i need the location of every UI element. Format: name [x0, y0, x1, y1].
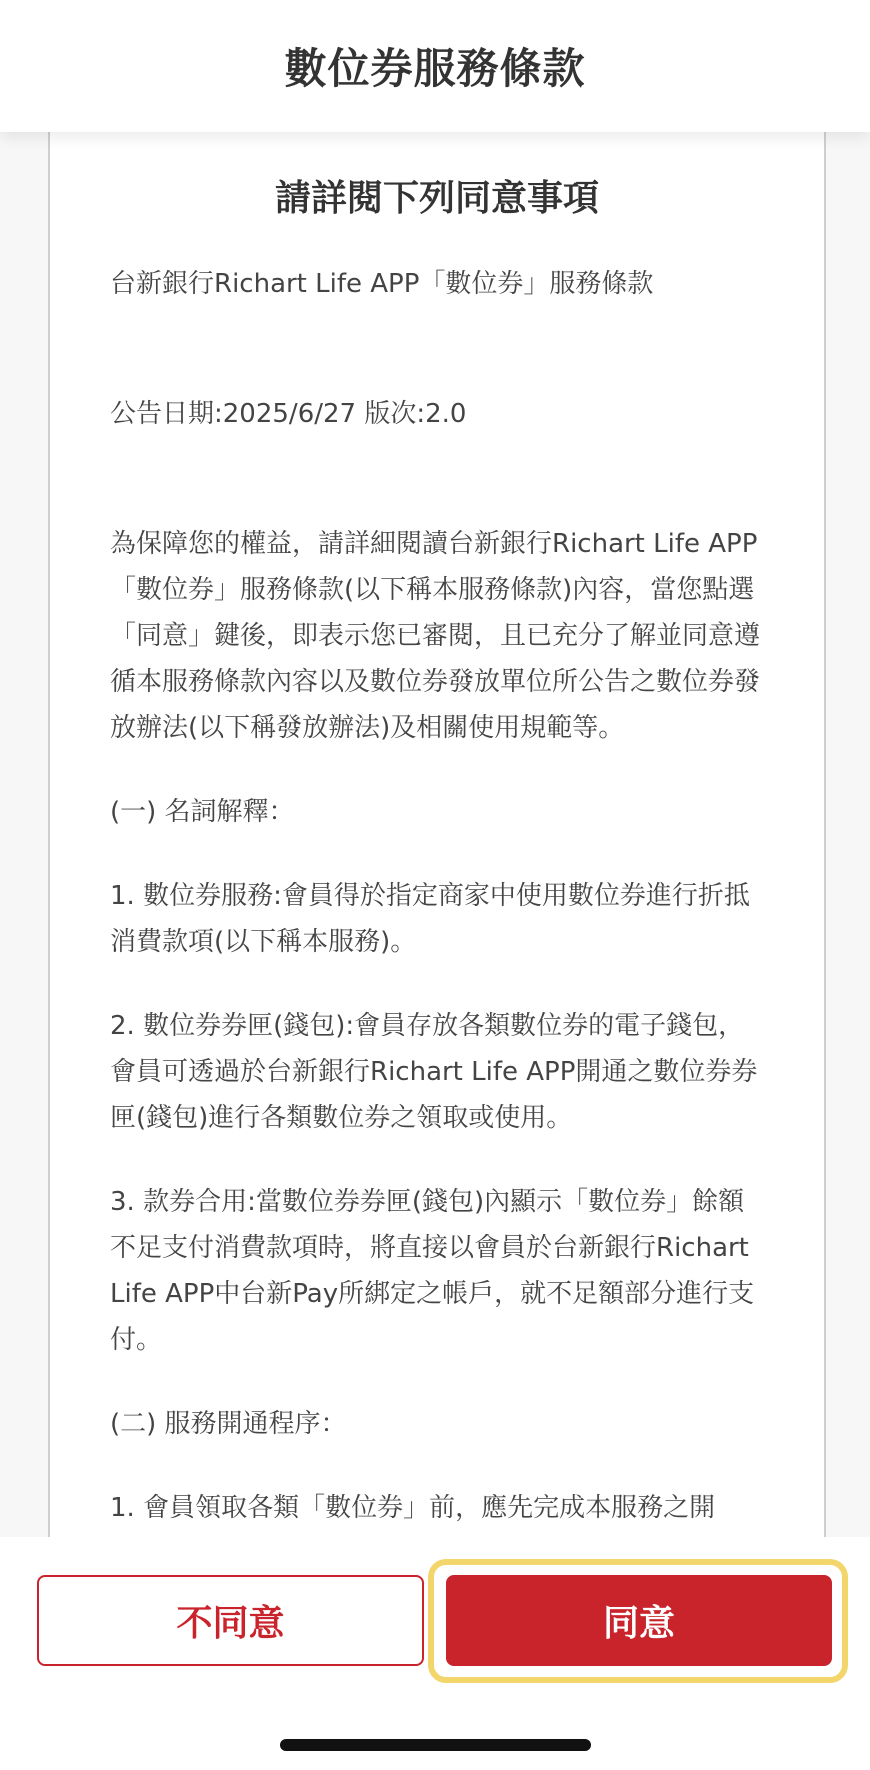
agree-button[interactable]: 同意 — [446, 1575, 832, 1666]
definition-item-2: 2. 數位券券匣(錢包):會員存放各類數位券的電子錢包，會員可透過於台新銀行Richart Life APP開通之數位券券匣(錢包)進行各類數位券之領取或使用。 — [110, 1011, 758, 1133]
disagree-button[interactable]: 不同意 — [37, 1575, 424, 1666]
action-footer — [0, 1537, 870, 1770]
terms-scroll-panel[interactable] — [48, 132, 826, 1537]
definition-item-3: 3. 款券合用:當數位券券匣(錢包)內顯示「數位券」餘額不足支付消費款項時，將直接以會員於台新銀行Richart Life APP中台新Pay所綁定之帳戶，就不足額部分進行支付。 — [110, 1187, 758, 1355]
terms-content — [50, 132, 824, 1531]
header-bar — [0, 0, 870, 132]
home-indicator[interactable] — [280, 1739, 591, 1751]
section-heading-definitions: (一) 名詞解釋： — [110, 797, 295, 827]
intro-paragraph: 為保障您的權益，請詳細閱讀台新銀行Richart Life APP「數位券」服務條款(以下稱本服務條款)內容，當您點選「同意」鍵後，即表示您已審閱，且已充分了解並同意遵循本服務條款內容以及數位券發放單位所公告之數位券發放辦法(以下稱發放辦法)及相關使用規範等。 — [110, 529, 761, 743]
terms-title-paragraph: 台新銀行Richart Life APP「數位券」服務條款 — [110, 269, 654, 299]
page-title: 數位券服務條款 — [284, 44, 586, 93]
definition-item-1: 1. 數位券服務:會員得於指定商家中使用數位券進行折抵消費款項(以下稱本服務)。 — [110, 881, 750, 957]
activation-item-1: 1. 會員領取各類「數位券」前，應先完成本服務之開 — [110, 1493, 716, 1523]
announcement-date-paragraph: 公告日期:2025/6/27 版次:2.0 — [110, 399, 467, 429]
terms-heading: 請詳閱下列同意事項 — [274, 178, 599, 219]
section-heading-activation: (二) 服務開通程序： — [110, 1409, 347, 1439]
